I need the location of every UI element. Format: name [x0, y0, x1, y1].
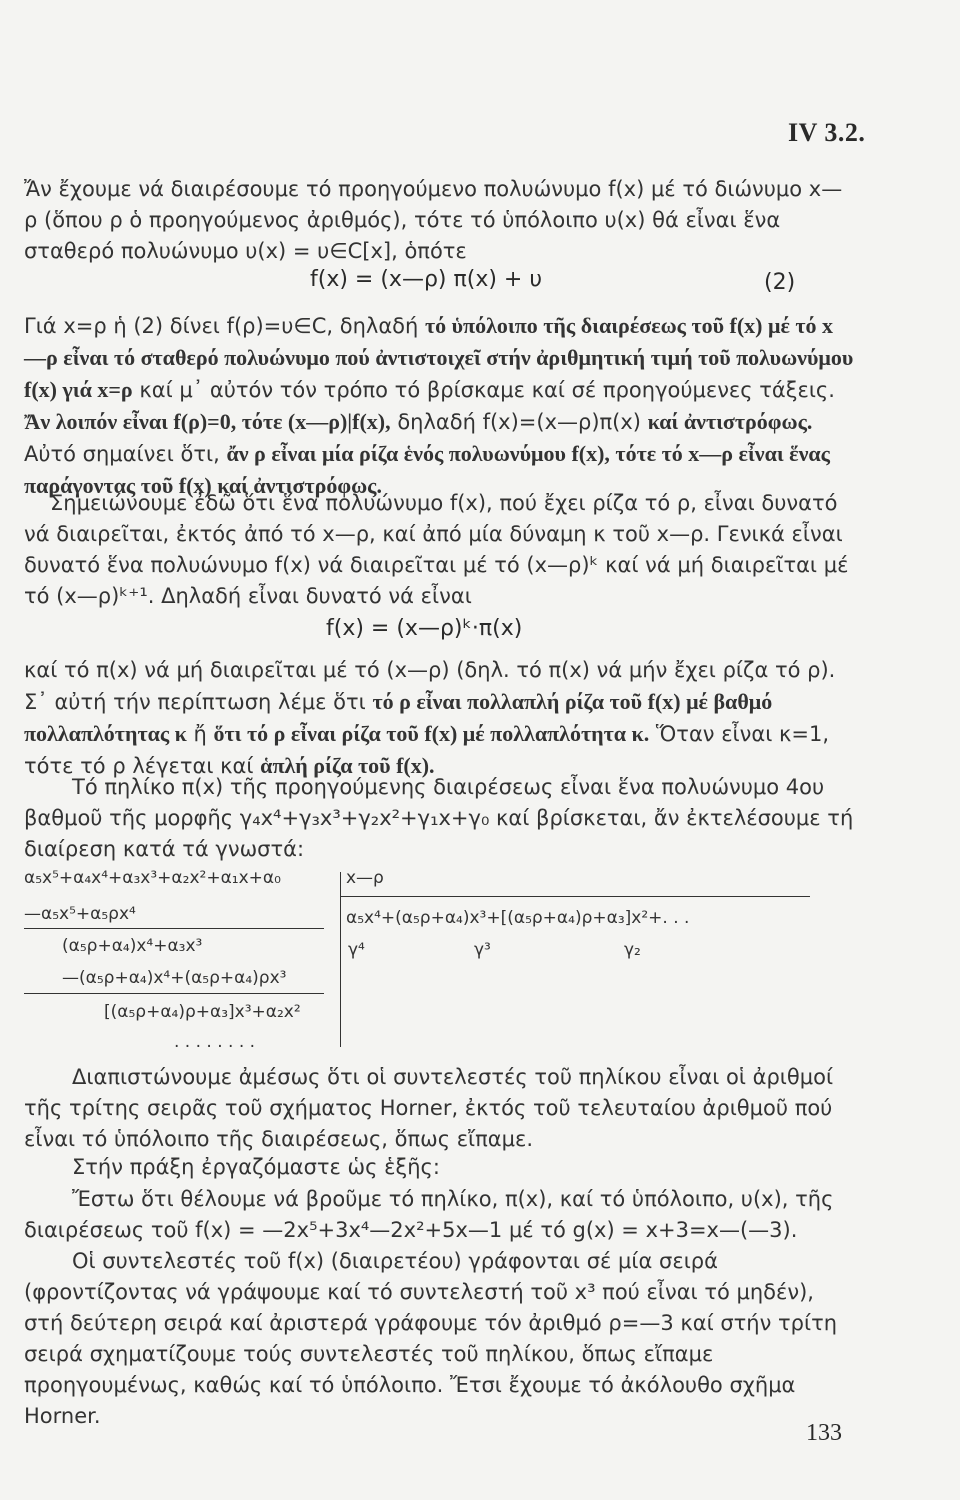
dividend: α₅x⁵+α₄x⁴+α₃x³+α₂x²+α₁x+α₀: [24, 868, 281, 888]
division-row-4: [(α₅ρ+α₄)ρ+α₃]x³+α₂x²: [104, 1002, 301, 1022]
division-continuation: . . . . . . . .: [174, 1032, 256, 1052]
page-number: 133: [806, 1420, 842, 1446]
division-row-1: —α₅x⁵+α₅ρx⁴: [24, 904, 136, 924]
paragraph-multiple-root: καί τό π(x) νά μή διαιρεῖται μέ τό (x—ρ) (δηλ. τό π(x) νά μήν ἔχει ρίζα τό ρ). Σ᾽ αὐτή τήν περίπτωση λέμε ὅτι τό ρ εἶναι πολλαπλή ρίζα τοῦ f(x) μέ βαθμό πολλαπλότητας κ ἤ ὅτι τό ρ εἶναι ρίζα τοῦ f(x) μέ πολλαπλότητα κ. Ὅταν εἶναι κ=1, τότε τό ρ λέγεται καί ἁπλή ρίζα τοῦ f(x).: [24, 658, 836, 778]
gamma-2: γ₂: [624, 940, 641, 960]
polynomial-long-division: [24, 868, 864, 1053]
divisor: x—ρ: [346, 868, 384, 888]
paragraph-practice: Στήν πράξη ἐργαζόμαστε ὡς ἑξῆς:: [72, 1155, 440, 1179]
gamma-4: γ⁴: [348, 940, 365, 960]
gamma-3: γ³: [474, 940, 491, 960]
paragraph-horner-setup: Οἱ συντελεστές τοῦ f(x) (διαιρετέου) γράφονται σέ μία σειρά (φροντίζοντας νά γράψουμε καί τό συντελεστή τοῦ x³ πού εἶναι τό μηδέν), στή δεύτερη σειρά καί ἀριστερά γράφουμε τόν ἀριθμό ρ=—3 καί στήν τρίτη σειρά σχηματίζουμε τούς συντελεστές τοῦ πηλίκου, ὅπως εἴπαμε προηγουμένως, καθώς καί τό ὑπόλοιπο. Ἔτσι ἔχουμε τό ἀκόλουθο σχῆμα Horner.: [24, 1249, 838, 1428]
divisor-underline: [340, 896, 810, 897]
paragraph-example: Ἔστω ὅτι θέλουμε νά βροῦμε τό πηλίκο, π(x), καί τό ὑπόλοιπο, υ(x), τῆς διαιρέσεως τοῦ f(x) = —2x⁵+3x⁴—2x²+5x—1 μέ τό g(x) = x+3=x—(—3).: [24, 1187, 834, 1242]
paragraph-quotient: Τό πηλίκο π(x) τῆς προηγούμενης διαιρέσεως εἶναι ἕνα πολυώνυμο 4ου βαθμοῦ τῆς μορφῆς γ₄x⁴+γ₃x³+γ₂x²+γ₁x+γ₀ καί βρίσκεται, ἄν ἐκτελέσουμε τή διαίρεση κατά τά γνωστά:: [24, 775, 854, 861]
division-rule-1: [24, 928, 324, 929]
division-rule-2: [24, 993, 324, 994]
equation-number: (2): [764, 270, 796, 295]
division-row-3: —(α₅ρ+α₄)x⁴+(α₅ρ+α₄)ρx³: [62, 968, 287, 988]
division-bar: [340, 872, 341, 1047]
section-number: IV 3.2.: [788, 118, 866, 147]
paragraph-intro: Ἄν ἔχουμε νά διαιρέσουμε τό προηγούμενο πολυώνυμο f(x) μέ τό διώνυμο x—ρ (ὅπου ρ ὁ προηγούμενος ἀριθμός), τότε τό ὑπόλοιπο υ(x) θά εἶναι ἕνα σταθερό πολυώνυμο υ(x) = υ∈C[x], ὁπότε: [24, 177, 843, 263]
equation-3: f(x) = (x—ρ)ᵏ·π(x): [326, 616, 523, 641]
quotient: α₅x⁴+(α₅ρ+α₄)x³+[(α₅ρ+α₄)ρ+α₃]x²+. . .: [346, 908, 690, 928]
paragraph-horner-coefficients: Διαπιστώνουμε ἀμέσως ὅτι οἱ συντελεστές τοῦ πηλίκου εἶναι οἱ ἀριθμοί τῆς τρίτης σειρᾶς τοῦ σχήματος Horner, ἐκτός τοῦ τελευταίου ἀριθμοῦ πού εἶναι τό ὑπόλοιπο τῆς διαιρέσεως, ὅπως εἴπαμε.: [24, 1065, 834, 1151]
equation-2: f(x) = (x—ρ) π(x) + υ: [310, 267, 543, 292]
paragraph-remainder-theorem: Γιά x=ρ ἡ (2) δίνει f(ρ)=υ∈C, δηλαδή τό ὑπόλοιπο τῆς διαιρέσεως τοῦ f(x) μέ τό x—ρ εἶναι τό σταθερό πολυώνυμο πού ἀντιστοιχεῖ στήν ἀριθμητική τιμή τοῦ πολυωνύμου f(x) γιά x=ρ καί μ᾽ αὐτόν τόν τρόπο τό βρίσκαμε καί σέ προηγούμενες τάξεις. Ἄν λοιπόν εἶναι f(ρ)=0, τότε (x—ρ)|f(x), δηλαδή f(x)=(x—ρ)π(x) καί ἀντιστρόφως. Αὐτό σημαίνει ὅτι, ἄν ρ εἶναι μία ρίζα ἑνός πολυωνύμου f(x), τότε τό x—ρ εἶναι ἕνας παράγοντας τοῦ f(x) καί ἀντιστρόφως.: [24, 313, 854, 498]
division-row-2: (α₅ρ+α₄)x⁴+α₃x³: [62, 936, 203, 956]
paragraph-multiplicity: Σημειώνουμε ἐδῶ ὅτι ἕνα πολυώνυμο f(x), πού ἔχει ρίζα τό ρ, εἶναι δυνατό νά διαιρεῖται, ἐκτός ἀπό τό x—ρ, καί ἀπό μία δύναμη κ τοῦ x—ρ. Γενικά εἶναι δυνατό ἕνα πολυώνυμο f(x) νά διαιρεῖται μέ τό (x—ρ)ᵏ καί νά μή διαιρεῖται μέ τό (x—ρ)ᵏ⁺¹. Δηλαδή εἶναι δυνατό νά εἶναι: [24, 491, 849, 608]
